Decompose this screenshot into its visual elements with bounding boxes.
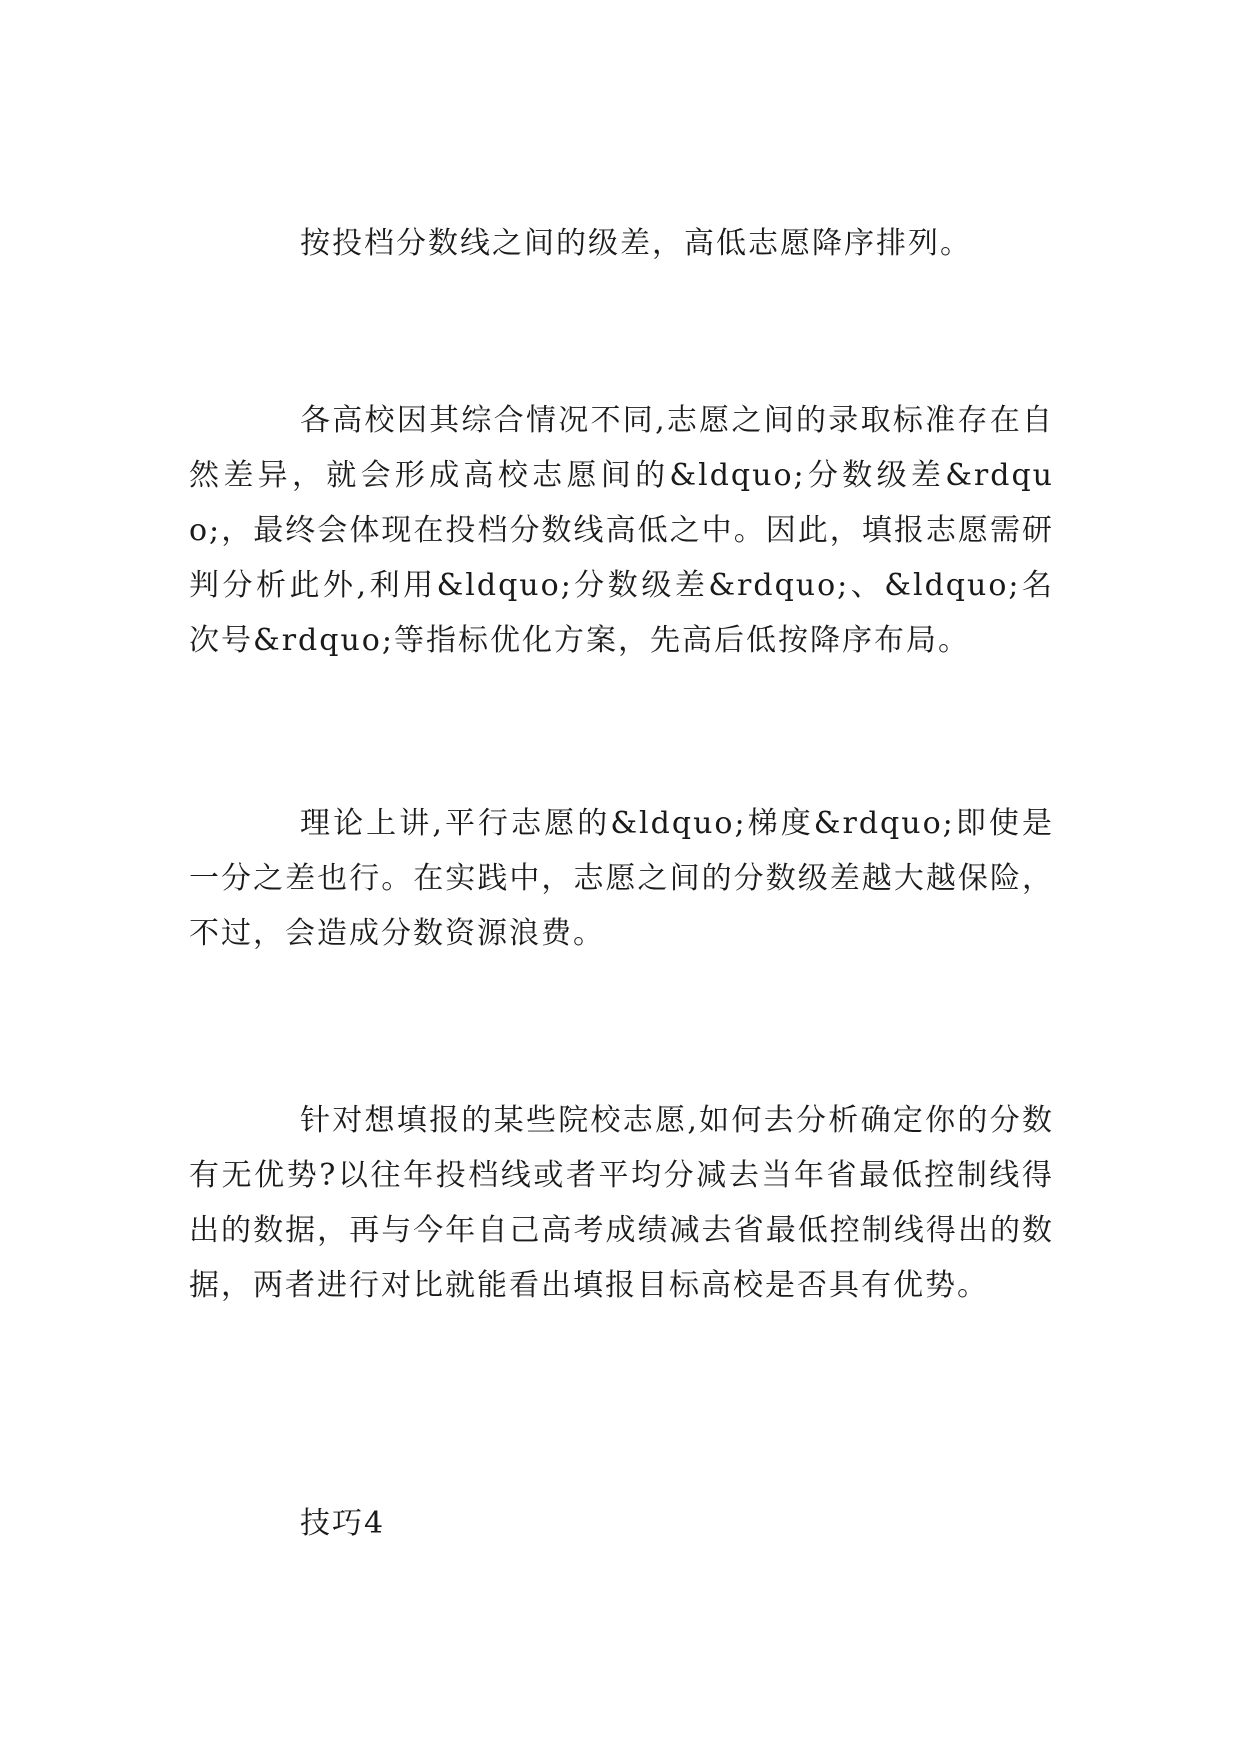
paragraph-descending-order: 按投档分数线之间的级差，高低志愿降序排列。 xyxy=(300,226,972,261)
paragraph-gradient-theory: 理论上讲,平行志愿的&ldquo;梯度&rdquo;即使是一分之差也行。在实践中，志愿之间的分数级差越大越保险，不过，会造成分数资源浪费。 xyxy=(189,806,1054,951)
section-heading-tip-4: 技巧4 xyxy=(300,1506,386,1541)
paragraph-advantage-analysis: 针对想填报的某些院校志愿,如何去分析确定你的分数有无优势?以往年投档线或者平均分减去当年省最低控制线得出的数据，再与今年自己高考成绩减去省最低控制线得出的数据，两者进行对比就能看出填报目标高校是否具有优势。 xyxy=(189,1103,1054,1303)
paragraph-score-gap: 各高校因其综合情况不同,志愿之间的录取标准存在自然差异，就会形成高校志愿间的&ldquo;分数级差&rdquo;，最终会体现在投档分数线高低之中。因此，填报志愿需研判分析此外,利用&ldquo;分数级差&rdquo;、&ldquo;名次号&rdquo;等指标优化方案，先高后低按降序布局。 xyxy=(189,403,1054,658)
